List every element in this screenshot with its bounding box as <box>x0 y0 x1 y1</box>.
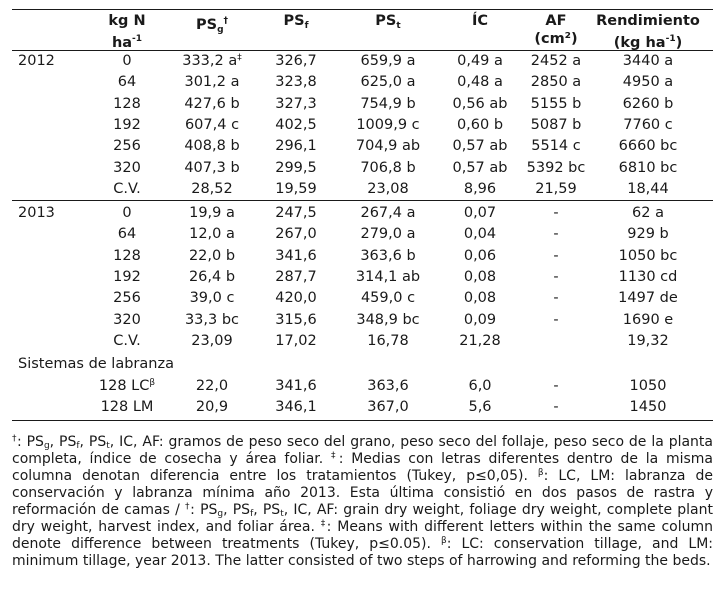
cell-pst: 706,8 b <box>360 159 416 176</box>
cell-kg-n: C.V. <box>113 332 141 349</box>
cell-af: - <box>553 399 559 416</box>
cell-af: - <box>553 226 559 243</box>
cell-af: - <box>553 205 559 221</box>
cell-psf: 19,59 <box>275 180 317 197</box>
cell-psf: 287,7 <box>275 268 317 285</box>
cell-pst: 704,9 ab <box>355 138 421 155</box>
cell-pst: 625,0 a <box>360 74 416 91</box>
header-kg-n-unit: $ha^{-1}$ <box>111 34 143 51</box>
cell-psf: 296,1 <box>275 138 317 155</box>
cell-psg: 427,6 b <box>184 95 240 112</box>
header-af-unit: (cm²) <box>534 31 578 47</box>
cell-kg-n: 256 <box>113 138 141 155</box>
cell-psf: 247,5 <box>275 205 317 221</box>
cell-pst: 267,4 a <box>360 205 416 221</box>
cell-kg-n: 128 LM <box>100 399 154 416</box>
cell-rendimiento: 1130 cd <box>618 268 678 285</box>
cell-psg: 19,9 a <box>189 205 235 221</box>
cell-kg-n: 192 <box>113 268 141 285</box>
cell-psg: 301,2 a <box>184 74 240 91</box>
cell-ic: 0,57 ab <box>452 138 508 155</box>
cell-psg: 22,0 b <box>188 247 236 264</box>
cell-psf: 326,7 <box>275 53 317 69</box>
cell-rendimiento: 19,32 <box>627 332 669 349</box>
cell-psf: 341,6 <box>275 378 317 394</box>
cell-psf: 267,0 <box>275 226 317 243</box>
tillage-section-label: Sistemas de labranza <box>18 356 174 372</box>
cell-ic: 5,6 <box>468 399 492 416</box>
cell-psf: 323,8 <box>275 74 317 91</box>
cell-kg-n: 192 <box>113 116 141 133</box>
cell-rendimiento: 1450 <box>629 399 667 416</box>
cell-af: 21,59 <box>535 180 577 197</box>
cell-ic: 0,57 ab <box>452 159 508 176</box>
cell-kg-n: 320 <box>113 311 141 328</box>
cell-pst: 363,6 <box>367 378 409 394</box>
cell-pst: 459,0 c <box>360 290 416 307</box>
header-psg: $PS_g^\dagger$ <box>195 16 229 35</box>
cell-ic: 6,0 <box>468 378 492 394</box>
cell-af: 2850 a <box>530 74 582 91</box>
cell-ic: 0,04 <box>463 226 497 243</box>
cell-ic: 0,56 ab <box>452 95 508 112</box>
cell-psf: 327,3 <box>275 95 317 112</box>
header-pst: $PS_t$ <box>375 13 401 31</box>
cell-psg: 23,09 <box>191 332 233 349</box>
cell-kg-n: 128 <box>113 95 141 112</box>
cell-psf: 299,5 <box>275 159 317 176</box>
cell-pst: 659,9 a <box>360 53 416 69</box>
header-psf: $PS_f$ <box>283 13 309 31</box>
cell-ic: 0,06 <box>463 247 497 264</box>
cell-af: - <box>553 311 559 328</box>
cell-pst: 279,0 a <box>360 226 416 243</box>
cell-rendimiento: 3440 a <box>622 53 674 69</box>
cell-psf: 346,1 <box>275 399 317 416</box>
cell-af: - <box>553 290 559 307</box>
cell-pst: 1009,9 c <box>356 116 420 133</box>
table-bottom-rule <box>12 420 713 421</box>
cell-af: 5155 b <box>530 95 582 112</box>
cell-kg-n: C.V. <box>113 180 141 197</box>
cell-psg: 28,52 <box>191 180 233 197</box>
cell-af: 5087 b <box>530 116 582 133</box>
cell-rendimiento: 6660 bc <box>618 138 678 155</box>
cell-psg: 12,0 a <box>189 226 235 243</box>
header-ic: ÍC <box>471 13 489 29</box>
cell-psg: 39,0 c <box>189 290 235 307</box>
cell-ic: 0,08 <box>463 268 497 285</box>
cell-psg: 33,3 bc <box>184 311 240 328</box>
cell-ic: 0,49 a <box>457 53 503 69</box>
cell-psf: 17,02 <box>275 332 317 349</box>
cell-ic: 0,08 <box>463 290 497 307</box>
table-top-rule <box>12 9 713 10</box>
cell-kg-n: 64 <box>117 226 137 243</box>
cell-psg: 607,4 c <box>184 116 240 133</box>
header-rendimiento-label: Rendimiento <box>596 13 700 29</box>
cell-ic: 0,48 a <box>457 74 503 91</box>
footnote-text: †: $PS_g$, $PS_f$, $PS_t$, IC, AF: gramos de peso seco del grano, peso seco del follaje, peso seco de la planta completa, índice de cosecha y área foliar. ‡: Medias con letras diferentes dentro de la misma columna denotan diferencia entre los tratamientos (Tukey, p≤0,05). $^\beta$: LC, LM: labranza de conservación y labranza mínima año 2013. Esta última consistió en dos pasos de rastra y reformación de camas / †: $PS_g$, $PS_f$, $PS_t$, IC, AF: grain dry weight, foliage dry weight, complete plant dry weight, harvest index, and foliar área. ‡: Means with different letters within the same column denote difference between treatments (Tukey, p≤0.05). $^\beta$: LC: conservation tillage, and LM: minimum tillage, year 2013. The latter consisted of two steps of harrowing and reforming the beds. <box>12 434 713 569</box>
cell-af: 5514 c <box>531 138 581 155</box>
cell-psg: 407,3 b <box>184 159 240 176</box>
cell-pst: 754,9 b <box>360 95 416 112</box>
cell-ic: 0,09 <box>463 311 497 328</box>
cell-psg: 26,4 b <box>188 268 236 285</box>
cell-pst: 367,0 <box>367 399 409 416</box>
cell-psf: 420,0 <box>275 290 317 307</box>
cell-kg-n: 0 <box>122 53 132 69</box>
header-af-label: AF <box>545 13 567 29</box>
cell-pst: 23,08 <box>367 180 409 197</box>
cell-kg-n: 0 <box>122 205 132 221</box>
cell-kg-n: 128 <box>113 247 141 264</box>
cell-pst: 16,78 <box>367 332 409 349</box>
table-footnote <box>12 434 713 570</box>
cell-pst: 348,9 bc <box>356 311 420 328</box>
cell-ic: 21,28 <box>459 332 501 349</box>
cell-pst: 363,6 b <box>360 247 416 264</box>
cell-rendimiento: 18,44 <box>627 180 669 197</box>
cell-rendimiento: 6810 bc <box>618 159 678 176</box>
cell-af: - <box>553 268 559 285</box>
cell-psg: 408,8 b <box>184 138 240 155</box>
cell-rendimiento: 62 a <box>632 205 664 221</box>
cell-af: 5392 bc <box>526 159 586 176</box>
cell-af: - <box>553 247 559 264</box>
cell-psf: 341,6 <box>275 247 317 264</box>
cell-psf: 402,5 <box>275 116 317 133</box>
cell-kg-n: 256 <box>113 290 141 307</box>
cell-ic: 8,96 <box>463 180 497 197</box>
year-2013-label: 2013 <box>18 205 55 221</box>
cell-af: - <box>553 378 559 394</box>
cell-ic: 0,07 <box>463 205 497 221</box>
cell-rendimiento: 1050 <box>629 378 667 394</box>
cell-psg: 333,2 a‡ <box>182 53 242 69</box>
year-divider-rule <box>12 200 713 201</box>
cell-rendimiento: 929 b <box>627 226 669 243</box>
header-rendimiento <box>580 12 716 52</box>
cell-kg-n: 128 $LC^\beta$ <box>98 378 156 394</box>
cell-rendimiento: 6260 b <box>622 95 674 112</box>
cell-rendimiento: 4950 a <box>622 74 674 91</box>
cell-psg: 22,0 <box>195 378 229 394</box>
cell-rendimiento: 1050 bc <box>618 247 678 264</box>
cell-rendimiento: 1497 de <box>618 290 678 307</box>
header-kg-n <box>92 12 162 52</box>
cell-psg: 20,9 <box>195 399 229 416</box>
cell-kg-n: 64 <box>117 74 137 91</box>
cell-psf: 315,6 <box>275 311 317 328</box>
cell-af: 2452 a <box>530 53 582 69</box>
cell-rendimiento: 7760 c <box>623 116 673 133</box>
header-rendimiento-unit: (kg $ha^{-1}$) <box>613 34 683 51</box>
year-2012-label: 2012 <box>18 53 55 69</box>
header-kg-n-label: kg N <box>108 13 146 29</box>
cell-ic: 0,60 b <box>456 116 504 133</box>
cell-kg-n: 320 <box>113 159 141 176</box>
cell-pst: 314,1 ab <box>355 268 421 285</box>
cell-rendimiento: 1690 e <box>622 311 674 328</box>
